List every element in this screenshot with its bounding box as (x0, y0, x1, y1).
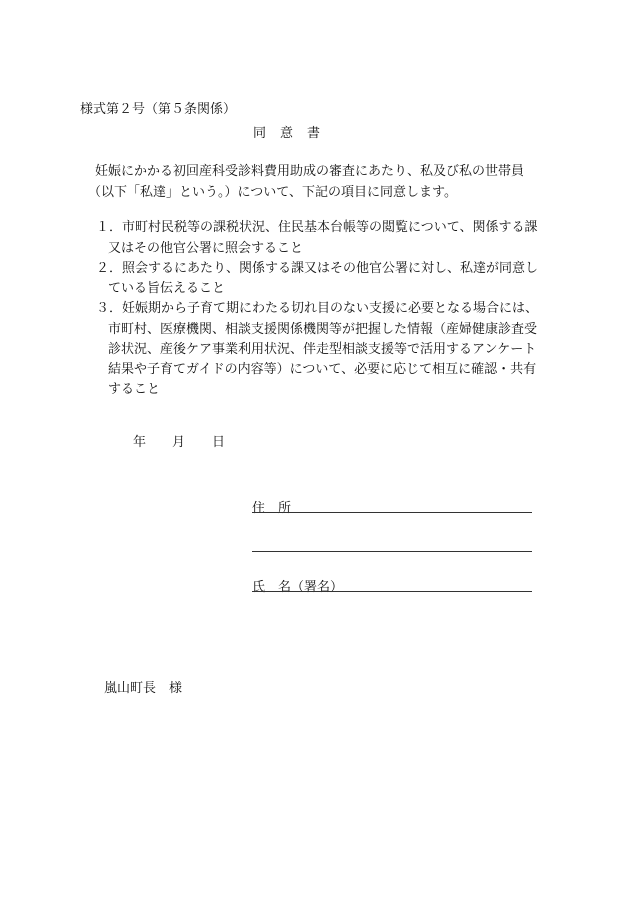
intro-line-2: （以下「私達」という。）について、下記の項目に同意します。 (88, 185, 457, 200)
date-month: 月 (172, 435, 186, 450)
item-1 (96, 216, 538, 235)
name-label: 氏 名（署名） (252, 580, 344, 595)
item-3-cont-3: 結果や子育てガイドの内容等）について、必要に応じて相互に確認・共有 (108, 362, 537, 377)
item-1-cont: 又はその他官公署に照会すること (108, 241, 304, 256)
item-2 (96, 257, 538, 276)
addressee: 嵐山町長 様 (104, 681, 183, 696)
date-year: 年 (133, 435, 147, 450)
item-3-cont-4: すること (108, 382, 161, 397)
address-line-1[interactable] (252, 512, 532, 513)
item-number: ３． (96, 301, 123, 316)
address-label: 住 所 (252, 501, 292, 516)
intro-line-1: 妊娠にかかる初回産科受診料費用助成の審査にあたり、私及び私の世帯員 (95, 164, 525, 179)
document-title: 同意書 (253, 126, 335, 141)
item-number: １． (96, 220, 123, 235)
item-text: 照会するにあたり、関係する課又はその他官公署に対し、私達が同意し (122, 261, 539, 276)
item-3-cont-2: 診状況、産後ケア事業利用状況、伴走型相談支援等で活用するアンケート (108, 342, 537, 357)
form-number: 様式第２号（第５条関係） (80, 102, 237, 117)
name-signature-line[interactable] (252, 591, 532, 592)
item-3-cont-1: 市町村、医療機関、相談支援関係機関等が把握した情報（産婦健康診査受 (108, 322, 538, 337)
item-text: 市町村民税等の課税状況、住民基本台帳等の閲覧について、関係する課 (122, 220, 538, 235)
item-3 (96, 297, 538, 316)
item-number: ２． (96, 261, 123, 276)
item-2-cont: ている旨伝えること (108, 281, 226, 296)
item-text: 妊娠期から子育て期にわたる切れ目のない支援に必要となる場合には、 (122, 301, 539, 316)
date-day: 日 (212, 435, 226, 450)
address-line-2[interactable] (252, 551, 532, 552)
